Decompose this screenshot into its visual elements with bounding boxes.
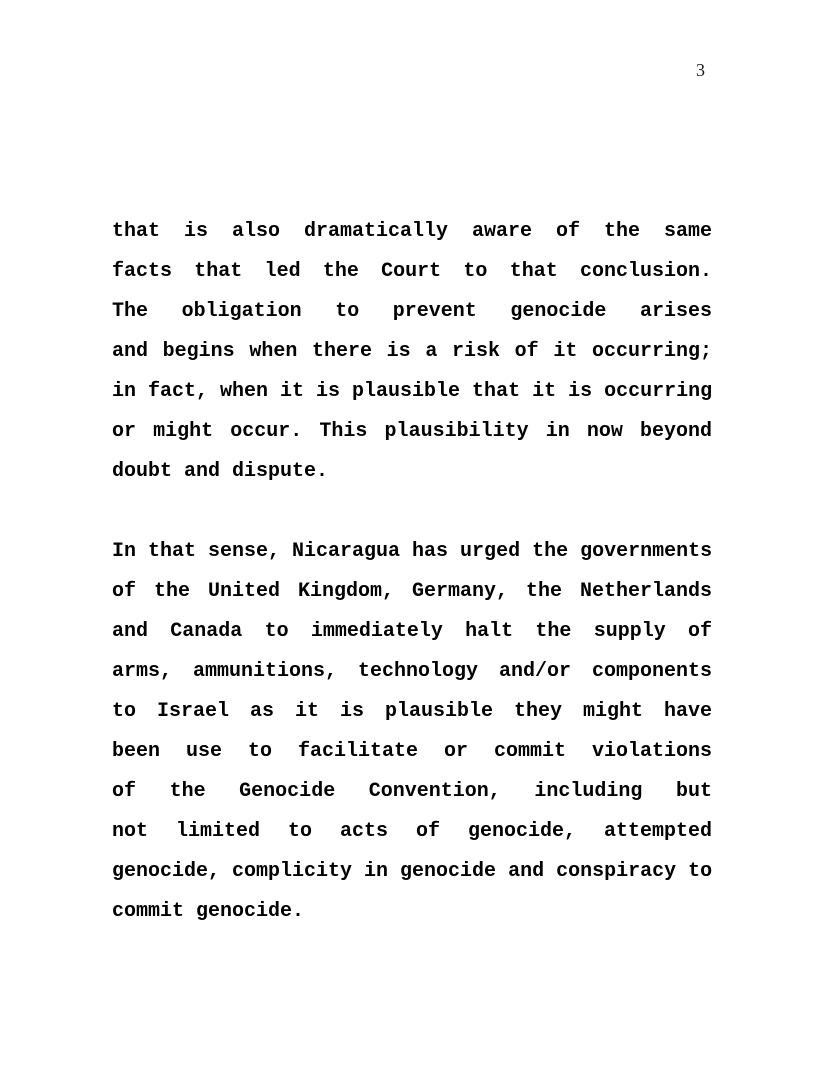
text-line: and begins when there is a risk of it occurring; <box>112 340 712 363</box>
text-line: genocide, complicity in genocide and conspiracy to <box>112 860 713 883</box>
document-body <box>112 212 712 932</box>
text-line: that is also dramatically aware of the same <box>112 220 712 243</box>
text-line: not limited to acts of genocide, attempted <box>112 820 712 843</box>
paragraph-1 <box>112 212 712 492</box>
paragraph-2 <box>112 532 712 932</box>
text-line: of the United Kingdom, Germany, the Netherlands <box>112 580 712 603</box>
text-line: in fact, when it is plausible that it is occurring <box>112 380 713 403</box>
page-number: 3 <box>696 60 705 80</box>
text-line: and Canada to immediately halt the supply of <box>112 620 712 643</box>
text-line: been use to facilitate or commit violations <box>112 740 712 763</box>
text-line: arms, ammunitions, technology and/or components <box>112 660 712 683</box>
text-line: or might occur. This plausibility in now beyond <box>112 420 712 443</box>
text-line: of the Genocide Convention, including but <box>112 780 712 803</box>
text-line: In that sense, Nicaragua has urged the governments <box>112 540 713 563</box>
text-line: doubt and dispute. <box>112 460 329 483</box>
text-line: commit genocide. <box>112 900 305 923</box>
text-line: facts that led the Court to that conclusion. <box>112 260 712 283</box>
text-line: The obligation to prevent genocide arises <box>112 300 712 323</box>
text-line: to Israel as it is plausible they might have <box>112 700 712 723</box>
